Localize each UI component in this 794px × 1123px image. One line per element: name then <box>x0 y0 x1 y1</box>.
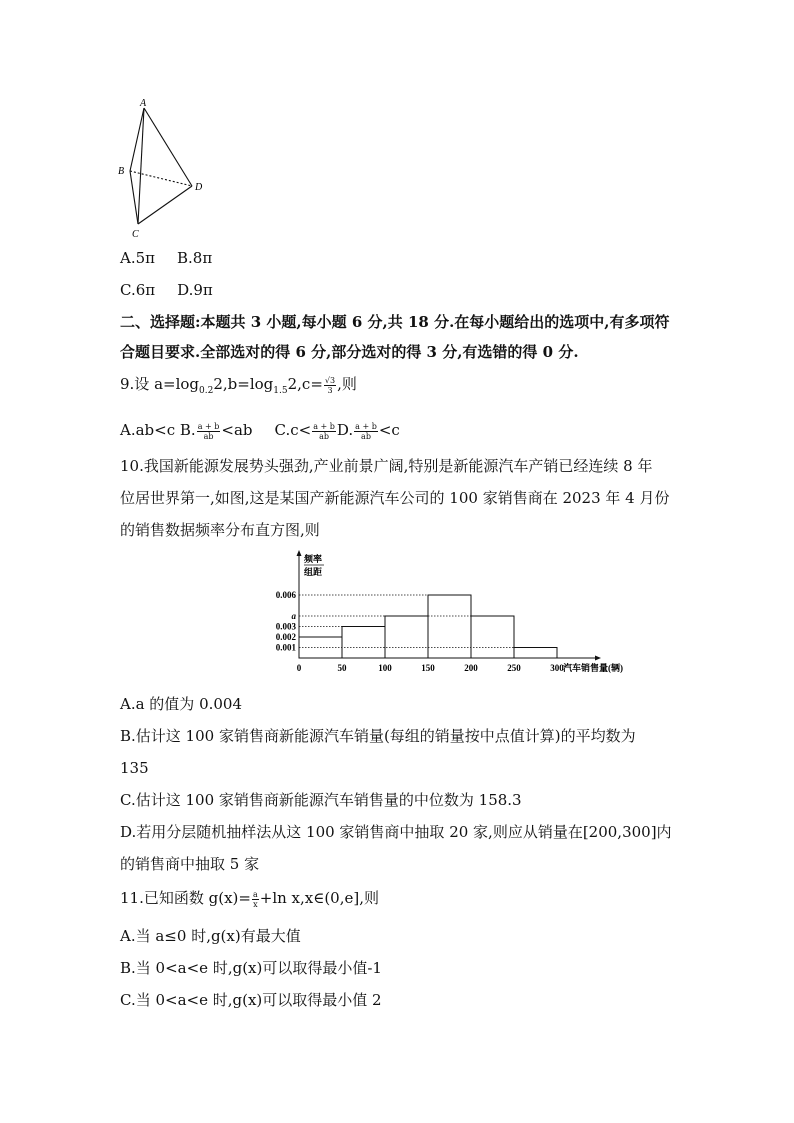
q11-option-c: C.当 0<a<e 时,g(x)可以取得最小值 2 <box>120 991 382 1009</box>
q9-options <box>120 420 400 441</box>
y-tick-label: 0.003 <box>275 621 296 632</box>
x-tick-label: 100 <box>378 663 392 673</box>
section2-line1: 二、选择题:本题共 3 小题,每小题 6 分,共 18 分.在每小题给出的选项中,有多项符 <box>120 313 670 331</box>
vertex-a-label: A <box>140 98 147 109</box>
q9-option-b-prefix: B. <box>179 421 196 439</box>
q8-option-c: C.6π <box>120 281 156 299</box>
q8-option-a: A.5π <box>120 249 156 267</box>
q9-option-d-fraction: $\frac{a + b}{ab}$ <box>355 421 377 441</box>
q10-option-d-line2: 的销售商中抽取 5 家 <box>120 855 260 873</box>
q10-option-b-line2: 135 <box>120 759 149 777</box>
q8-options-row-1 <box>120 248 212 268</box>
edge-cd <box>138 186 192 224</box>
x-tick-label: 150 <box>421 663 435 673</box>
q10-line2: 位居世界第一,如图,这是某国产新能源汽车公司的 100 家销售商在 2023 年 4 月份 <box>120 489 670 507</box>
q9-text-4: ,则 <box>337 375 357 393</box>
y-tick-label: a <box>291 611 296 621</box>
x-axis-arrow <box>595 656 601 661</box>
q11-text-2: +ln x,x∈(0,e],则 <box>259 889 379 907</box>
q9-option-c-prefix: C.c< <box>274 421 312 439</box>
q11-fraction: $\frac{a}{x}$ <box>252 889 258 909</box>
y-axis-arrow <box>297 550 302 556</box>
q10-option-a: A.a 的值为 0.004 <box>120 695 243 713</box>
q11-option-a: A.当 a≤0 时,g(x)有最大值 <box>120 927 301 945</box>
edge-bd <box>130 171 192 186</box>
histogram-bar <box>428 595 471 658</box>
edge-ac <box>138 108 144 224</box>
x-tick-label: 200 <box>464 663 478 673</box>
q9-fraction-c: $\frac{√3}{3}$ <box>324 375 336 395</box>
q9-option-b-suffix: <ab <box>221 421 253 439</box>
q8-options-row-2 <box>120 280 213 300</box>
q9-sub-2: 1.5 <box>273 386 288 396</box>
q9-option-a: A.ab<c <box>120 421 176 439</box>
x-tick-label: 50 <box>337 663 347 673</box>
edge-bc <box>130 171 138 224</box>
q8-option-d: D.9π <box>177 281 213 299</box>
x-tick-label: 250 <box>507 663 521 673</box>
y-axis-label-top: 频率 <box>304 554 323 564</box>
edge-ad <box>144 108 192 186</box>
section2-line2: 合题目要求.全部选对的得 6 分,部分选对的得 3 分,有选错的得 0 分. <box>120 343 579 361</box>
q9-sub-1: 0.2 <box>199 386 214 396</box>
q9-stem <box>120 374 357 401</box>
histogram-bar <box>385 616 428 658</box>
histogram-bar <box>342 627 385 659</box>
y-tick-label: 0.002 <box>275 632 296 642</box>
y-tick-label: 0.006 <box>275 590 296 600</box>
q9-option-d-suffix: <c <box>378 421 400 439</box>
q10-line1: 10.我国新能源发展势头强劲,产业前景广阔,特别是新能源汽车产销已经连续 8 年 <box>120 457 653 475</box>
histogram-chart <box>262 548 623 684</box>
x-tick-label: 300 <box>550 663 564 673</box>
q9-option-b-fraction: $\frac{a + b}{ab}$ <box>197 421 220 441</box>
histogram-bar <box>514 648 557 659</box>
q9-text-3: 2,c= <box>287 375 323 393</box>
q9-text-1: 9.设 a=log <box>120 375 200 393</box>
q9-option-d-prefix: D. <box>336 421 354 439</box>
q10-option-d-line1: D.若用分层随机抽样法从这 100 家销售商中抽取 20 家,则应从销量在[200,300]内 <box>120 823 672 841</box>
tetrahedron-figure <box>112 96 222 241</box>
q8-option-b: B.8π <box>177 249 213 267</box>
q10-line3: 的销售数据频率分布直方图,则 <box>120 521 320 539</box>
x-tick-label: 0 <box>296 663 302 673</box>
x-axis-label: 汽车销售量(辆) <box>563 663 623 673</box>
q9-text-2: 2,b=log <box>213 375 274 393</box>
q10-option-b-line1: B.估计这 100 家销售商新能源汽车销量(每组的销量按中点值计算)的平均数为 <box>120 727 636 745</box>
vertex-d-label: D <box>195 182 203 193</box>
q11-text-1: 11.已知函数 g(x)= <box>120 889 251 907</box>
vertex-b-label: B <box>118 166 125 177</box>
vertex-c-label: C <box>132 229 139 240</box>
q9-option-c-fraction: $\frac{a + b}{ab}$ <box>313 421 335 441</box>
q11-option-b: B.当 0<a<e 时,g(x)可以取得最小值-1 <box>120 959 382 977</box>
q11-stem <box>120 888 379 909</box>
y-tick-label: 0.001 <box>275 642 296 653</box>
histogram-bar <box>471 616 514 658</box>
q10-option-c: C.估计这 100 家销售商新能源汽车销售量的中位数为 158.3 <box>120 791 522 809</box>
y-axis-label-bottom: 组距 <box>304 567 323 577</box>
